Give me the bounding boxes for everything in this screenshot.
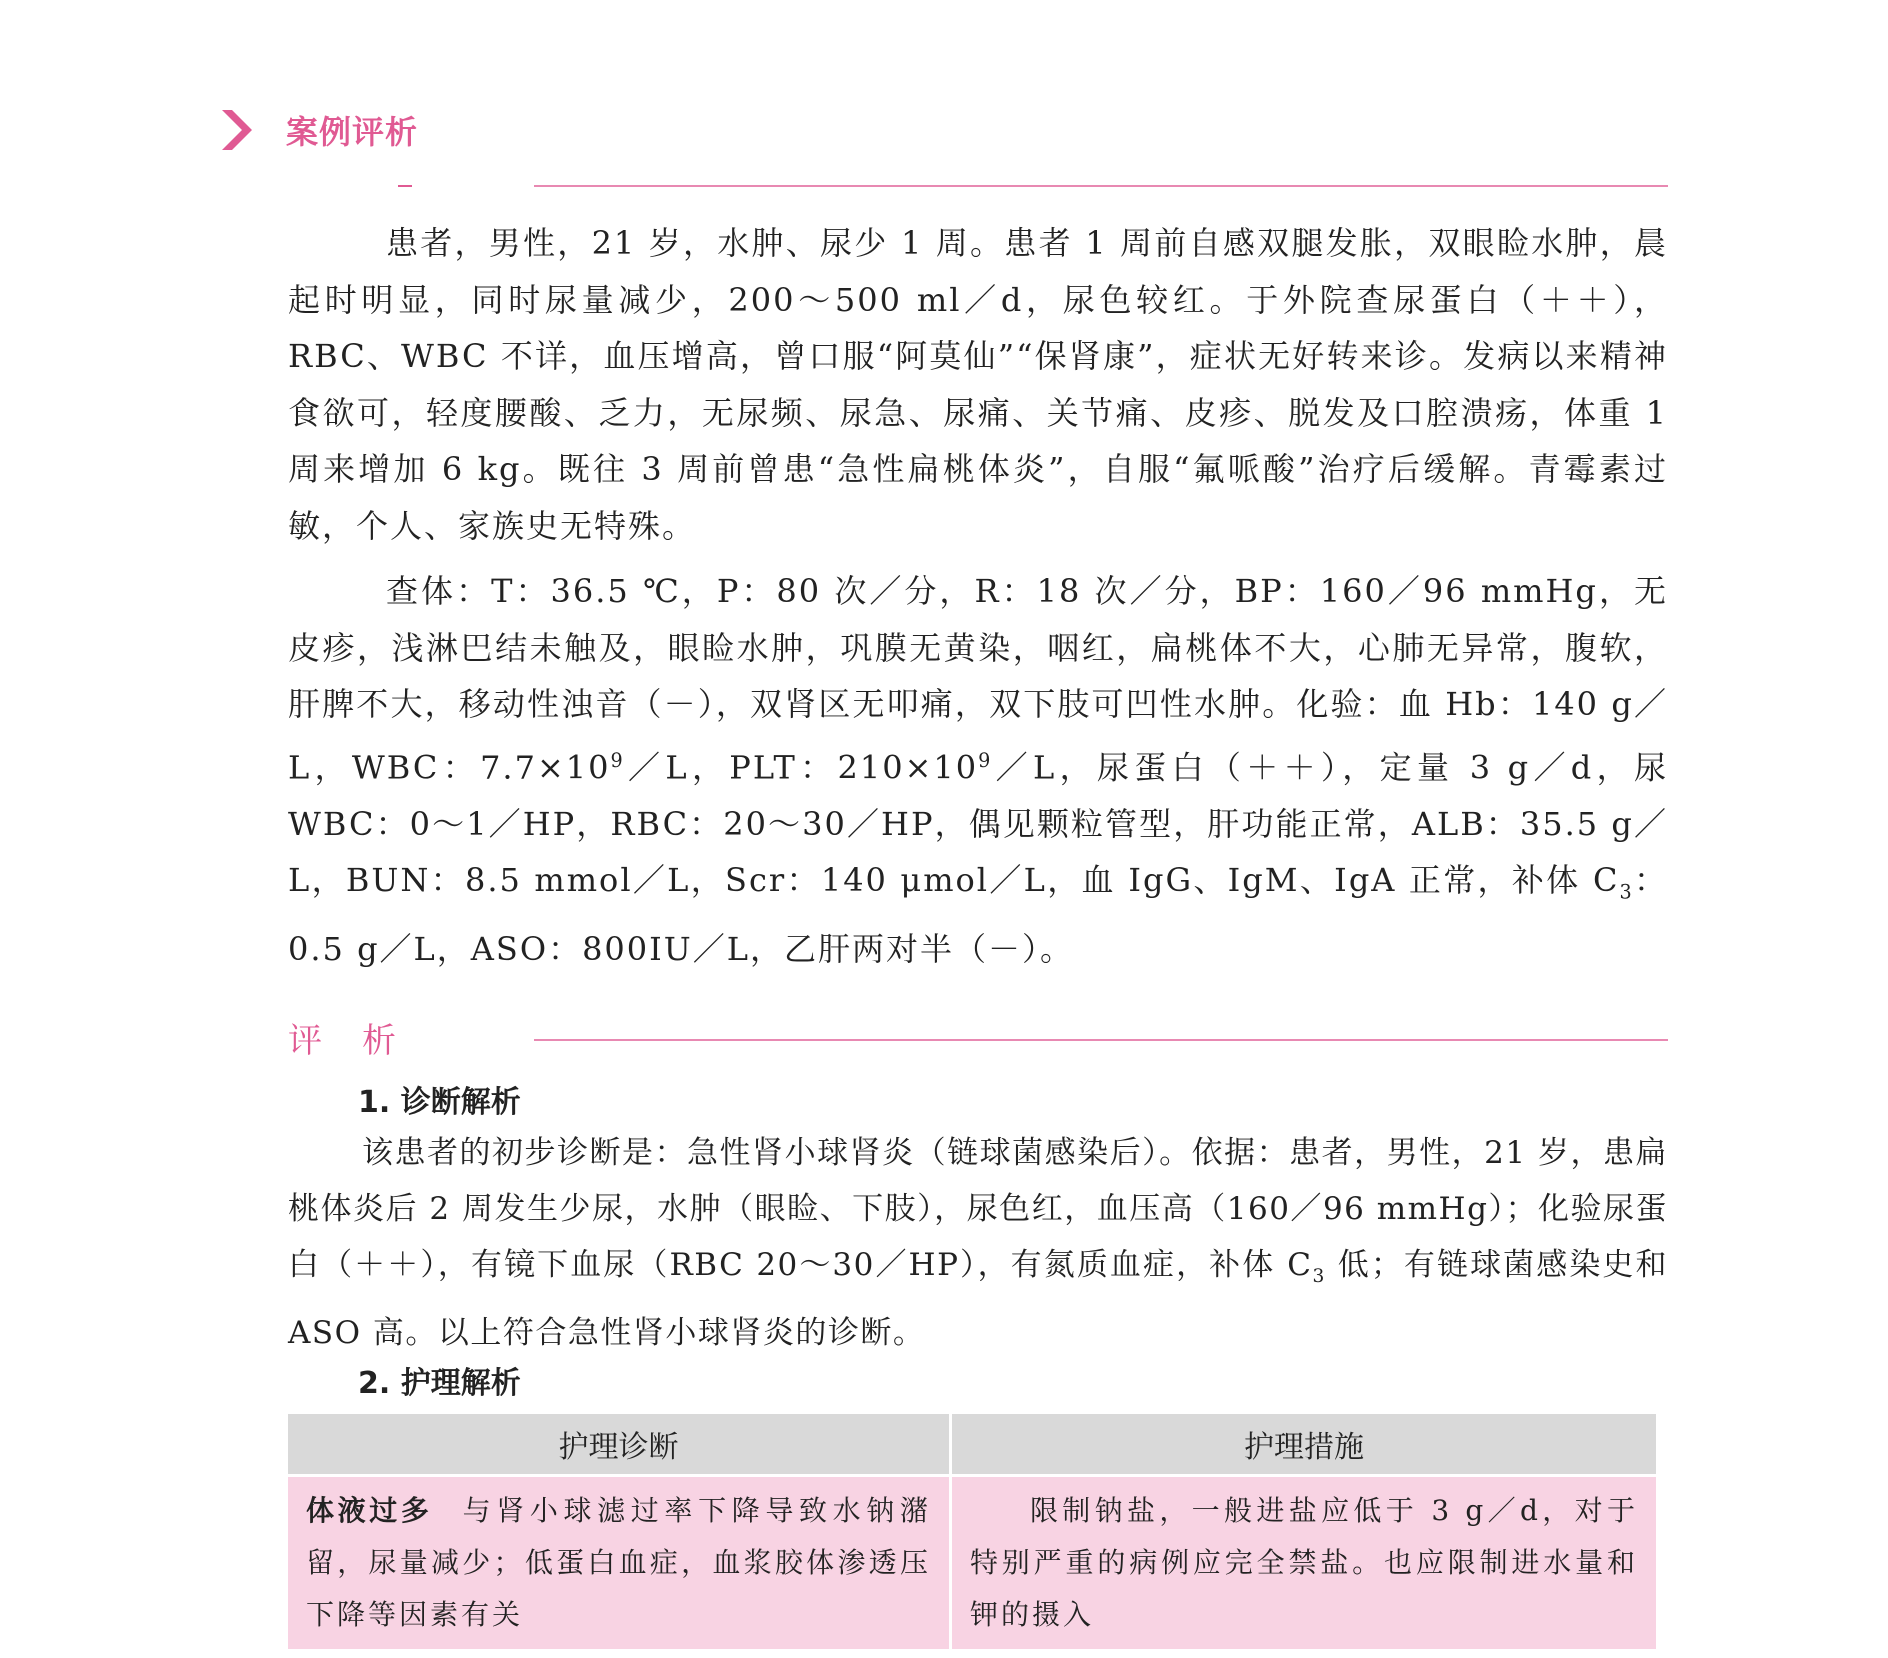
measures-detail: 限制钠盐，一般进盐应低于 3 g／d，对于特别严重的病例应完全禁盐。也应限制进水量和钾的摄入 <box>969 1494 1638 1631</box>
section-header <box>222 100 418 160</box>
column-header-measures: 护理措施 <box>950 1414 1656 1476</box>
header-dash <box>398 185 412 187</box>
diagnosis-detail: 与肾小球滤过率下降导致水钠潴留，尿量减少；低蛋白血症，血浆胶体渗透压下降等因素有关 <box>306 1494 931 1631</box>
diagnosis-heading: 1. 诊断解析 <box>358 1085 521 1120</box>
header-divider <box>534 185 1668 187</box>
analysis-heading: 评析 <box>288 1021 436 1061</box>
case-history <box>288 215 1668 554</box>
nursing-heading: 2. 护理解析 <box>358 1366 521 1401</box>
diagnosis-paragraph: 该患者的初步诊断是：急性肾小球肾炎（链球菌感染后）。依据：患者，男性，21 岁，患扁桃体炎后 2 周发生少尿，水肿（眼睑、下肢），尿色红，血压高（160／96 mmHg）；化验尿蛋白（＋＋），有镜下血尿（RBC 20～30／HP），有氮质血症，补体 $C_3$ 低；有链球菌感染史和 ASO 高。以上符合急性肾小球肾炎的诊断。 <box>288 1135 1668 1352</box>
analysis-divider <box>534 1039 1668 1041</box>
diagnosis-cell <box>288 1476 950 1650</box>
chevron-right-icon <box>222 110 252 150</box>
case-paragraph-1: 患者，男性，21 岁，水肿、尿少 1 周。患者 1 周前自感双腿发胀，双眼睑水肿，晨起时明显，同时尿量减少，200～500 ml／d，尿色较红。于外院查尿蛋白（＋＋），RBC、WBC 不详，血压增高，曾口服“阿莫仙”“保肾康”，症状无好转来诊。发病以来精神食欲可，轻度腰酸、乏力，无尿频、尿急、尿痛、关节痛、皮疹、脱发及口腔溃疡，体重 1 周来增加 6 kg。既往 3 周前曾患“急性扁桃体炎”，自服“氟哌酸”治疗后缓解。青霉素过敏，个人、家族史无特殊。 <box>288 224 1668 545</box>
column-header-diagnosis: 护理诊断 <box>288 1414 950 1476</box>
nursing-table <box>288 1414 1656 1649</box>
measures-cell <box>950 1476 1656 1650</box>
case-exam <box>288 563 1668 978</box>
table-row <box>288 1476 1656 1650</box>
table-header-row <box>288 1414 1656 1476</box>
case-paragraph-2: 查体：T：36.5 ℃，P：80 次／分，R：18 次／分，BP：160／96 mmHg，无皮疹，浅淋巴结未触及，眼睑水肿，巩膜无黄染，咽红，扁桃体不大，心肺无异常，腹软，肝脾不大，移动性浊音（－），双肾区无叩痛，双下肢可凹性水肿。化验：血 Hb：140 g／L，WBC：$7.7\times 10^9/L$，PLT：$210\times 10^9/L$，尿蛋白（＋＋），定量 3 g／d，尿 WBC：0～1／HP，RBC：20～30／HP，偶见颗粒管型，肝功能正常，ALB：35.5 g／L，BUN：8.5 mmol／L，Scr：140 μmol／L，血 IgG、IgM、IgA 正常，补体 $C_3$：0.5 g／L，ASO：800IU／L，乙肝两对半（－）。 <box>288 572 1668 969</box>
diagnosis-label: 体液过多 <box>306 1494 433 1527</box>
section-title: 案例评析 <box>286 113 419 151</box>
diagnosis-text <box>288 1125 1668 1361</box>
